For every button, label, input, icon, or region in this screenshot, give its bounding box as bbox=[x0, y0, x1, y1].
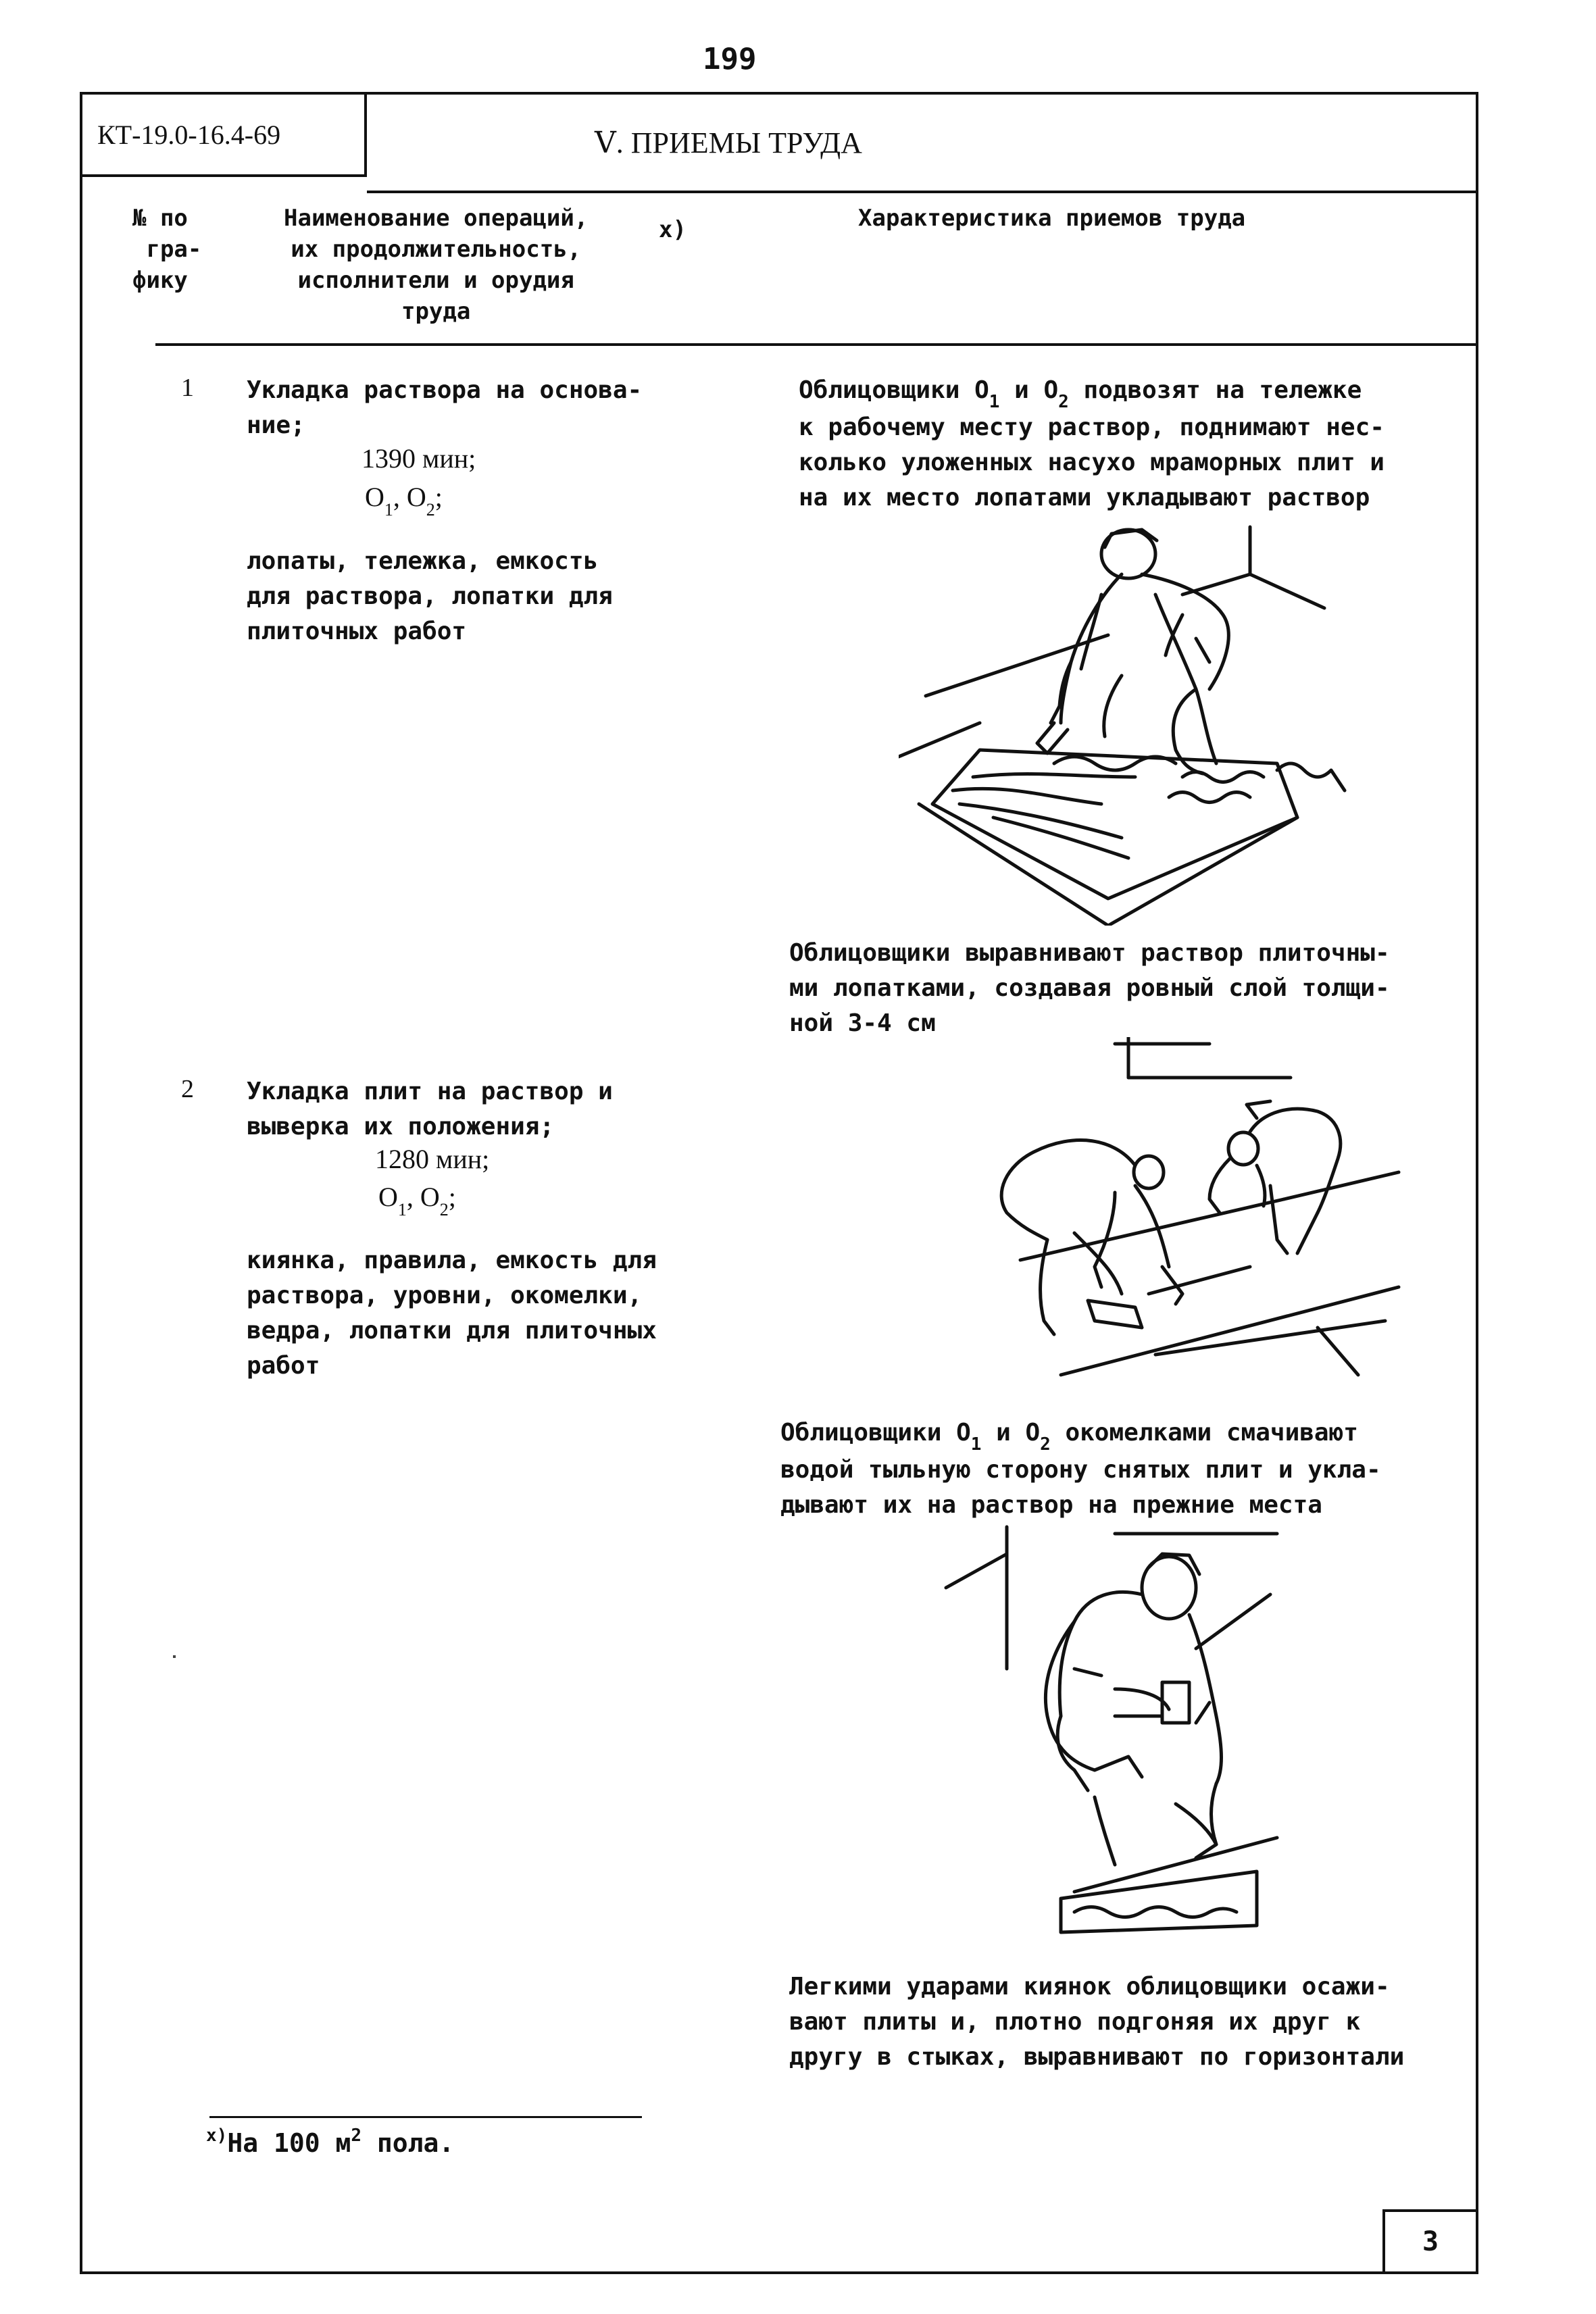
header-characteristics: Характеристика приемов труда bbox=[858, 205, 1246, 232]
table-header-bottom-rule bbox=[155, 343, 1478, 346]
page-number: 199 bbox=[703, 42, 757, 76]
doc-code: КТ-19.0-16.4-69 bbox=[80, 92, 367, 177]
description-2: Облицовщики выравнивают раствор плиточны- ми лопатками, создавая ровный слой толщи- ной 3-4 см bbox=[789, 939, 1390, 1037]
illustration-worker-spreading-mortar bbox=[899, 520, 1372, 926]
illustration-two-workers-laying-tiles bbox=[980, 1037, 1466, 1388]
corner-sheet-number: 3 bbox=[1382, 2209, 1478, 2274]
operation-performers: $О_1$, $О_2$; bbox=[378, 1182, 456, 1219]
header-footnote-mark: х) bbox=[659, 216, 687, 243]
operation-name: Укладка раствора на основа- ние; bbox=[247, 376, 643, 439]
description-3: Облицовщики $О_1$ и $О_2$ окомелками смачивают водой тыльную сторону снятых плит и укла- дывают их на раствор на прежние места bbox=[780, 1419, 1381, 1519]
illustration-worker-tamping-tile bbox=[939, 1513, 1291, 1946]
operation-duration: 1390 мин; bbox=[361, 443, 476, 474]
section-title: Ⅴ. ПРИЕМЫ ТРУДА bbox=[595, 126, 862, 159]
description-4: Легкими ударами киянок облицовщики осажи- вают плиты и, плотно подгоняя их друг к другу в стыках, выравнивают по горизонтали bbox=[789, 1973, 1405, 2071]
description-1: Облицовщики $О_1$ и $О_2$ подвозят на тележке к рабочему месту раствор, поднимают нес- колько уложенных насухо мраморных плит и на их место лопатами укладывают раствор bbox=[799, 376, 1385, 511]
operation-number: 1 bbox=[181, 374, 194, 402]
footnote-rule bbox=[209, 2116, 642, 2118]
operation-number: 2 bbox=[181, 1075, 194, 1103]
operation-tools: лопаты, тележка, емкость для раствора, лопатки для плиточных работ bbox=[247, 547, 613, 645]
operation-duration: 1280 мин; bbox=[375, 1144, 490, 1174]
footnote: $^{х)}$На 100 $м^2$ пола. bbox=[206, 2126, 455, 2158]
header-divider bbox=[367, 191, 1478, 193]
header-operations: Наименование операций, их продолжительность, исполнители и орудия труда bbox=[284, 205, 589, 325]
header-num: № по гра- фику bbox=[132, 205, 202, 294]
stray-mark bbox=[173, 1655, 176, 1658]
operation-name: Укладка плит на раствор и выверка их положения; bbox=[247, 1078, 613, 1140]
operation-tools: киянка, правила, емкость для раствора, уровни, окомелки, ведра, лопатки для плиточных работ bbox=[247, 1247, 657, 1380]
operation-performers: $О_1$, $О_2$; bbox=[365, 482, 443, 520]
